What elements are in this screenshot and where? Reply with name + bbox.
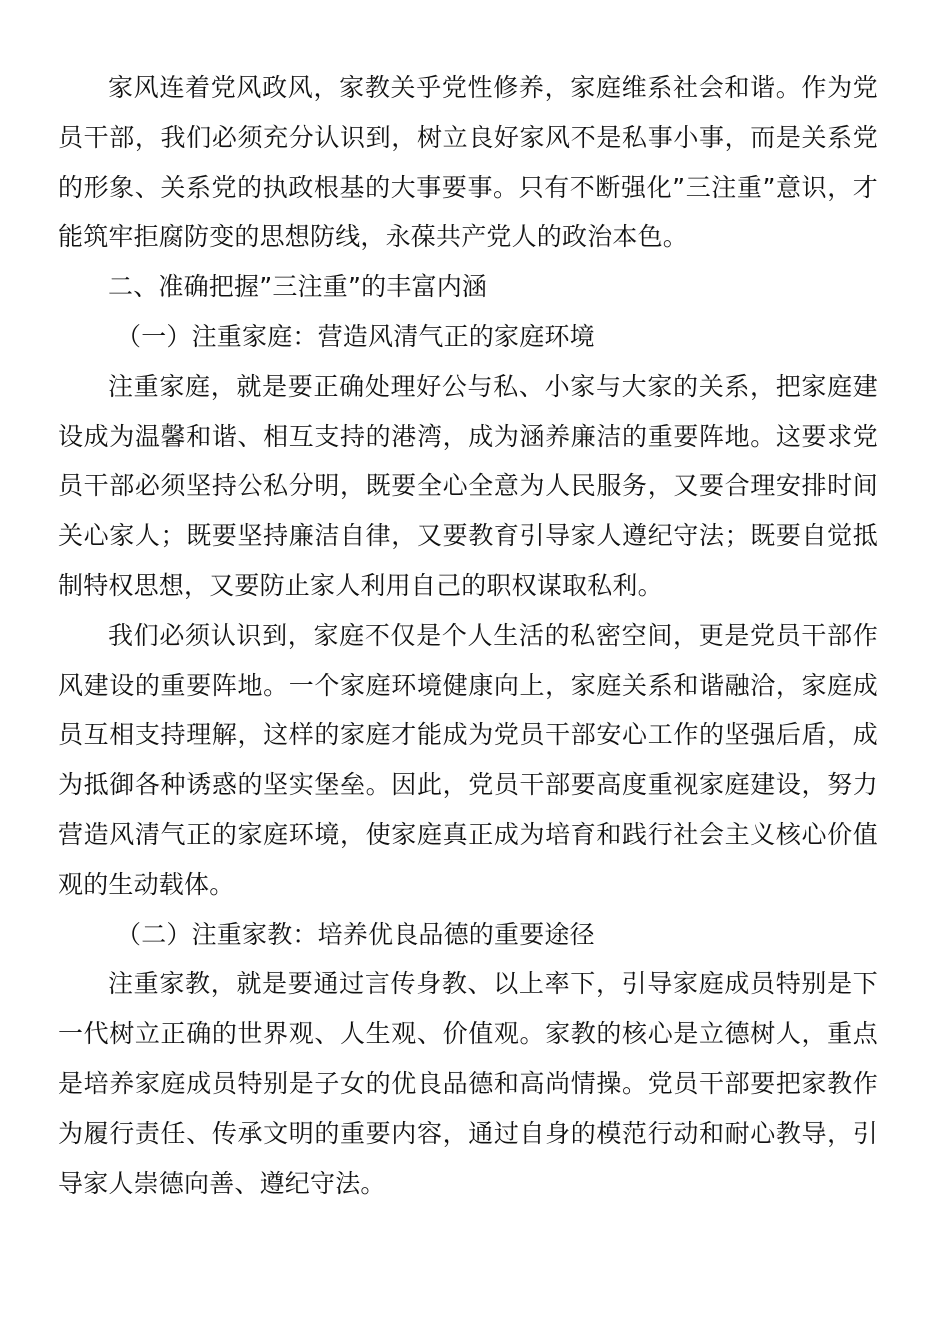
subsection-heading-education: （二）注重家教：培养优良品德的重要途径 bbox=[116, 919, 595, 949]
paragraph-family-1: 注重家庭，就是要正确处理好公与私、小家与大家的关系，把家庭建设成为温馨和谐、相互支持的港湾，成为涵养廉洁的重要阵地。这要求党员干部必须坚持公私分明，既要全心全意为人民服务，又要合理安排时间关心家人；既要坚持廉洁自律，又要教育引导家人遵纪守法；既要自觉抵制特权思想，又要防止家人利用自己的职权谋取私利。 bbox=[58, 371, 878, 600]
subsection-heading-family: （一）注重家庭：营造风清气正的家庭环境 bbox=[116, 321, 595, 351]
document-body bbox=[58, 63, 878, 1208]
paragraph-education-1: 注重家教，就是要通过言传身教、以上率下，引导家庭成员特别是下一代树立正确的世界观、人生观、价值观。家教的核心是立德树人，重点是培养家庭成员特别是子女的优良品德和高尚情操。党员干部要把家教作为履行责任、传承文明的重要内容，通过自身的模范行动和耐心教导，引导家人崇德向善、遵纪守法。 bbox=[58, 969, 878, 1198]
section-heading-2: 二、准确把握”三注重”的丰富内涵 bbox=[108, 272, 488, 302]
paragraph-intro: 家风连着党风政风，家教关乎党性修养，家庭维系社会和谐。作为党员干部，我们必须充分认识到，树立良好家风不是私事小事，而是关系党的形象、关系党的执政根基的大事要事。只有不断强化”三注重”意识，才能筑牢拒腐防变的思想防线，永葆共产党人的政治本色。 bbox=[58, 73, 878, 252]
paragraph-family-2: 我们必须认识到，家庭不仅是个人生活的私密空间，更是党员干部作风建设的重要阵地。一个家庭环境健康向上，家庭关系和谐融洽，家庭成员互相支持理解，这样的家庭才能成为党员干部安心工作的坚强后盾，成为抵御各种诱惑的坚实堡垒。因此，党员干部要高度重视家庭建设，努力营造风清气正的家庭环境，使家庭真正成为培育和践行社会主义核心价值观的生动载体。 bbox=[58, 620, 878, 899]
